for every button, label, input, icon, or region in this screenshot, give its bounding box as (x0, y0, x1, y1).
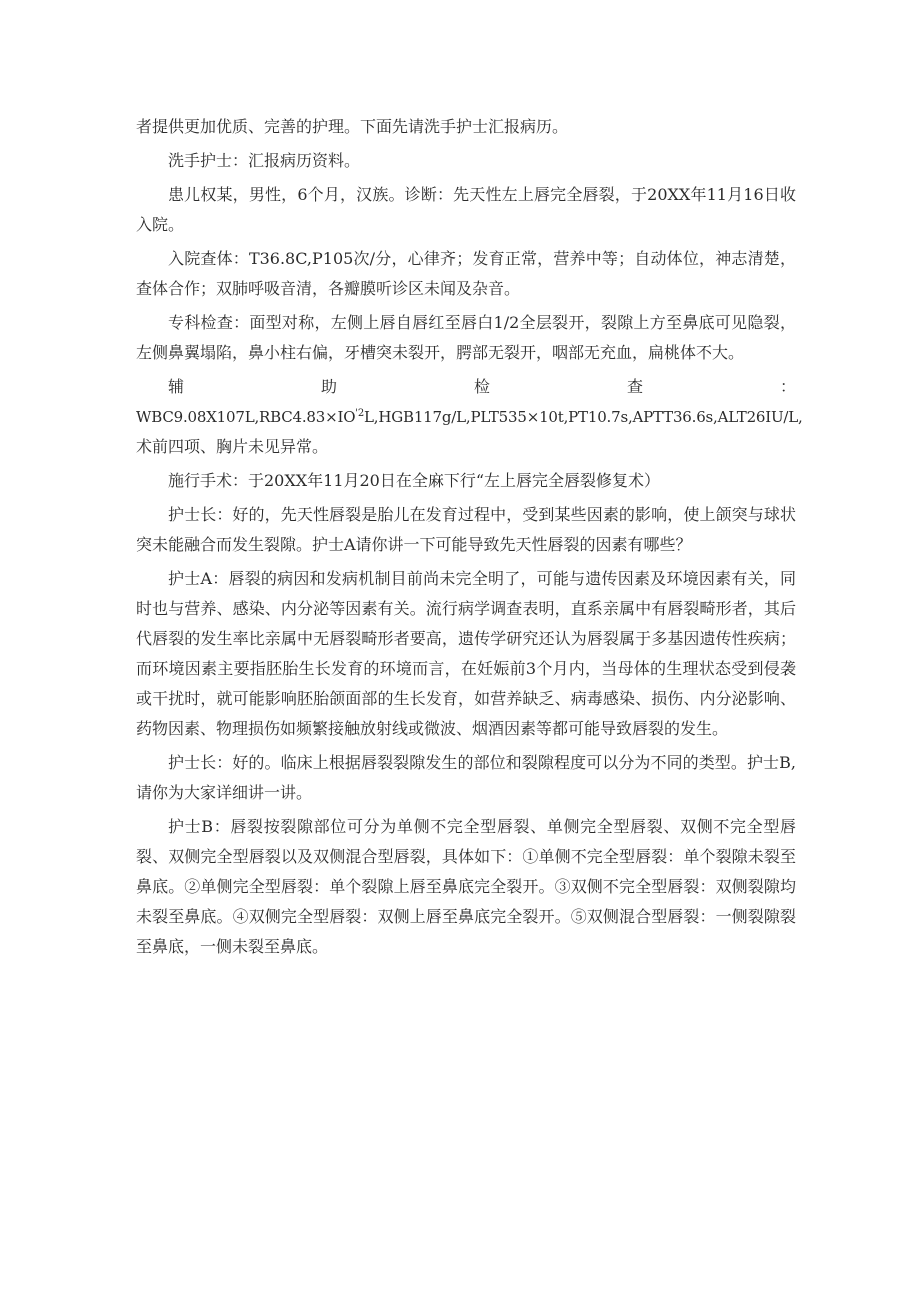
paragraph-specialist-exam: 专科检查：面型对称，左侧上唇自唇红至唇白1/2全层裂开，裂隙上方至鼻底可见隐裂，左侧鼻翼塌陷，鼻小柱右偏，牙槽突未裂开，腭部无裂开，咽部无充血，扁桃体不大。 (136, 313, 796, 362)
aux-exam-values-prefix: WBC9.08X107L,RBC4.83×IO (136, 408, 356, 426)
aux-exam-char: 助 (320, 377, 337, 396)
aux-exam-label (136, 372, 796, 402)
aux-exam-char: 辅 (168, 377, 185, 396)
paragraph-admission-exam: 入院查体：T36.8C,P105次/分，心律齐；发育正常，营养中等；自动体位，神志清楚，查体合作；双肺呼吸音清，各瓣膜听诊区未闻及杂音。 (136, 249, 796, 298)
paragraph-head-nurse-types: 护士长：好的。临床上根据唇裂裂隙发生的部位和裂隙程度可以分为不同的类型。护士B,请你为大家详细讲一讲。 (136, 753, 796, 802)
document-page (136, 112, 803, 966)
aux-exam-char: ： (779, 377, 796, 396)
paragraph-surgery: 施行手术：于20XX年11月20日在全麻下行“左上唇完全唇裂修复术） (168, 471, 661, 490)
aux-exam-values (136, 402, 803, 432)
aux-exam-values-sup: '2 (355, 408, 365, 419)
aux-exam-char: 检 (473, 377, 490, 396)
aux-exam-char: 查 (626, 377, 643, 396)
aux-exam-values-suffix: L,HGB117g/L,PLT535×10t,PT10.7s,APTT36.6s,ALT26IU/L, (364, 408, 803, 426)
paragraph-nurse-b-answer: 护士B：唇裂按裂隙部位可分为单侧不完全型唇裂、单侧完全型唇裂、双侧不完全型唇裂、双侧完全型唇裂以及双侧混合型唇裂，具体如下：①单侧不完全型唇裂：单个裂隙未裂至鼻底。②单侧完全型唇裂：单个裂隙上唇至鼻底完全裂开。③双侧不完全型唇裂：双侧裂隙均未裂至鼻底。④双侧完全型唇裂：双侧上唇至鼻底完全裂开。⑤双侧混合型唇裂：一侧裂隙裂至鼻底，一侧未裂至鼻底。 (136, 817, 796, 956)
paragraph-scrub-nurse: 洗手护士：汇报病历资料。 (168, 151, 361, 170)
paragraph-intro-continuation: 者提供更加优质、完善的护理。下面先请洗手护士汇报病历。 (136, 117, 569, 136)
paragraph-head-nurse-question: 护士长：好的，先天性唇裂是胎儿在发育过程中，受到某些因素的影响，使上颌突与球状突未能融合而发生裂隙。护士A请你讲一下可能导致先天性唇裂的因素有哪些？ (136, 505, 796, 554)
aux-exam-tail: 术前四项、胸片未见异常。 (136, 437, 329, 456)
paragraph-patient-info: 患儿权某，男性，6个月，汉族。诊断：先天性左上唇完全唇裂，于20XX年11月16日收入院。 (136, 185, 796, 234)
paragraph-nurse-a-answer: 护士A：唇裂的病因和发病机制目前尚未完全明了，可能与遗传因素及环境因素有关，同时也与营养、感染、内分泌等因素有关。流行病学调查表明，直系亲属中有唇裂畸形者，其后代唇裂的发生率比亲属中无唇裂畸形者要高，遗传学研究还认为唇裂属于多基因遗传性疾病；而环境因素主要指胚胎生长发育的环境而言，在妊娠前3个月内，当母体的生理状态受到侵袭或干扰时，就可能影响胚胎颌面部的生长发育，如营养缺乏、病毒感染、损伤、内分泌影响、药物因素、物理损伤如频繁接触放射线或微波、烟酒因素等都可能导致唇裂的发生。 (136, 569, 796, 738)
